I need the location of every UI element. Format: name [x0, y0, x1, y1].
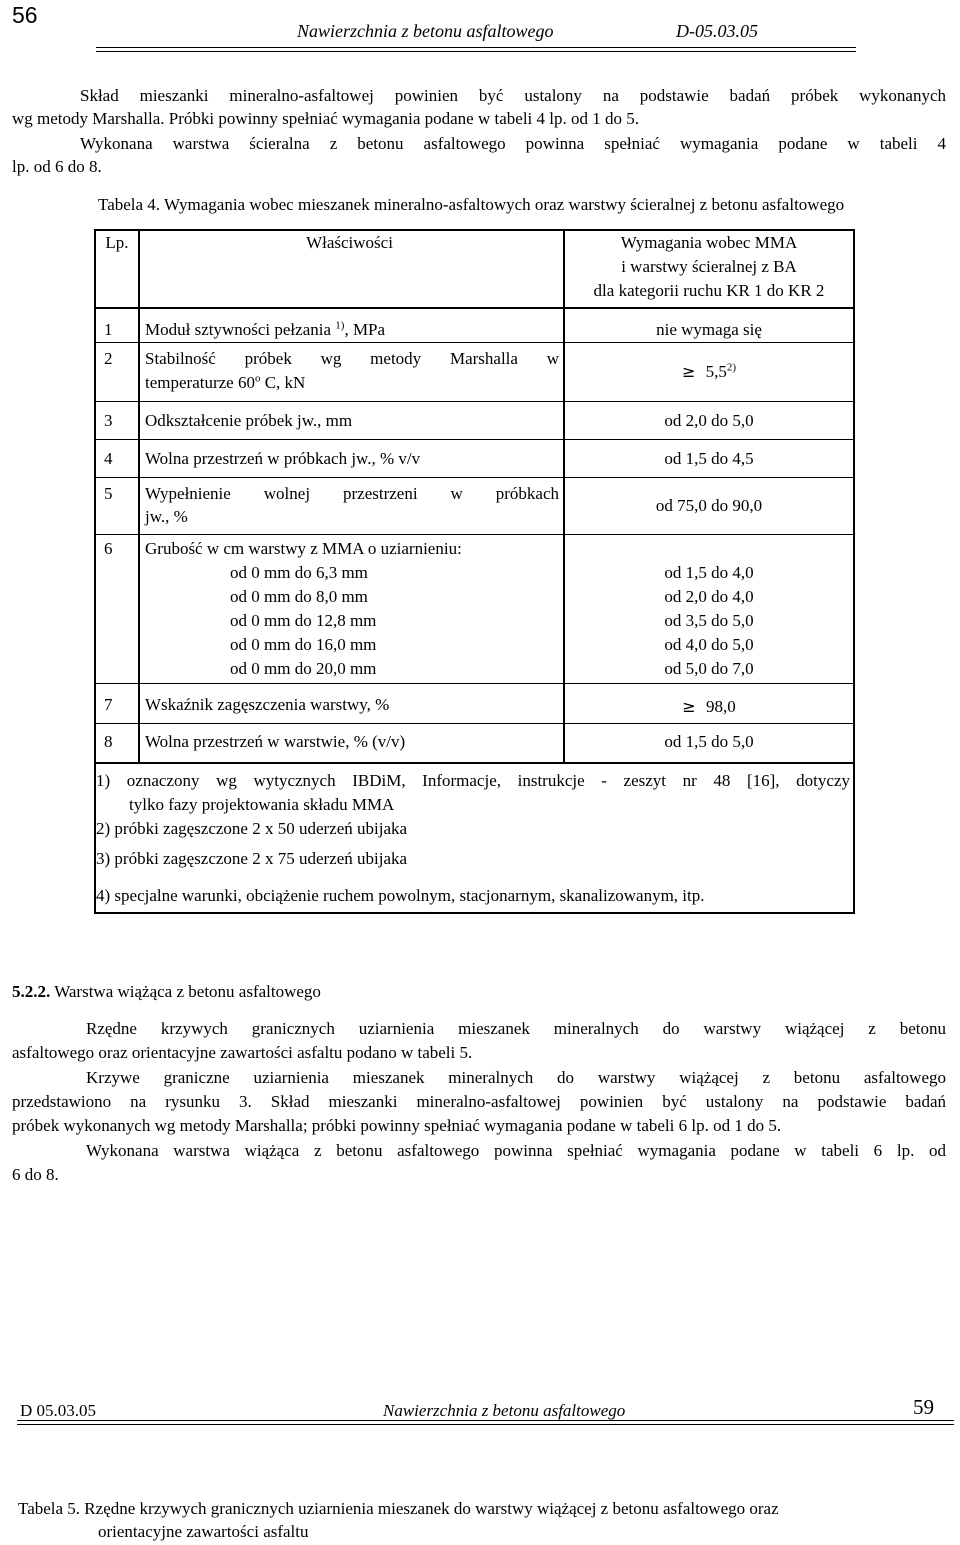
footnote-1-line2: tylko fazy projektowania składu MMA	[129, 795, 395, 814]
header-req-line1: Wymagania wobec MMA	[620, 233, 798, 252]
header-req-line2: i warstwy ścieralnej z BA	[621, 257, 797, 276]
footnote-1-line1: 1) oznaczony wg wytycznych IBDiM, Informacje, instrukcje - zeszyt nr 48 [16], dotyczy	[96, 771, 850, 790]
row-property: Wypełnienie wolnej przestrzeni w próbkach jw., %	[139, 478, 564, 535]
row-lp: 1	[95, 308, 139, 343]
row-value: od 1,5 do 5,0	[564, 724, 854, 764]
section-p1-line1: Rzędne krzywych granicznych uziarnienia mieszanek mineralnych do warstwy wiążącej z betonu	[86, 1019, 946, 1038]
footnotes-box	[94, 762, 855, 914]
sub-value: od 3,5 do 5,0	[664, 611, 754, 630]
row-property: Moduł sztywności pełzania $^{1)}$, MPa	[139, 308, 564, 343]
row-lp: 5	[95, 478, 139, 535]
row-value: ≥ 98,0	[564, 684, 854, 724]
row-value: ≥ 5,5$^{2)}$	[564, 343, 854, 402]
section-p3-line2: 6 do 8.	[12, 1165, 59, 1184]
section-p2-line2: przedstawiono na rysunku 3. Skład mieszanki mineralno-asfaltowej powinien być ustalony na podstawie badań	[12, 1092, 946, 1111]
row-property: Wolna przestrzeń w próbkach jw., % v/v	[139, 440, 564, 478]
header-requirements	[564, 230, 854, 308]
section-number: 5.2.2.	[12, 982, 51, 1001]
footer-rule	[17, 1420, 954, 1425]
table4-caption: Tabela 4. Wymagania wobec mieszanek mineralno-asfaltowych oraz warstwy ścieralnej z betonu asfaltowego	[98, 195, 845, 214]
sub-label: od 0 mm do 12,8 mm	[230, 611, 377, 630]
intro-p1-line1: Skład mieszanki mineralno-asfaltowej powinien być ustalony na podstawie badań próbek wykonanych	[80, 86, 946, 105]
table-row	[95, 440, 854, 478]
row-property: Grubość w cm warstwy z MMA o uziarnieniu: od 0 mm do 6,3 mm od 0 mm do 8,0 mm od 0 mm do 12,8 mm od 0 mm do 16,0 mm od 0 mm do 20,0 mm	[139, 535, 564, 684]
section-p1-line2: asfaltowego oraz orientacyjne zawartości asfaltu podano w tabeli 5.	[12, 1043, 473, 1062]
sub-label: od 0 mm do 6,3 mm	[230, 563, 368, 582]
section-heading	[12, 979, 321, 1004]
requirements-table	[94, 229, 855, 764]
sub-value: od 2,0 do 4,0	[664, 587, 754, 606]
sub-value: od 4,0 do 5,0	[664, 635, 754, 654]
footer-code: D 05.03.05	[20, 1401, 97, 1420]
intro-p2-line1: Wykonana warstwa ścieralna z betonu asfaltowego powinna spełniać wymagania podane w tabeli 4	[80, 134, 946, 153]
sub-label: od 0 mm do 16,0 mm	[230, 635, 377, 654]
table-row	[95, 308, 854, 343]
row-property: Wskaźnik zagęszczenia warstwy, %	[139, 684, 564, 724]
row-lp: 7	[95, 684, 139, 724]
table-row	[95, 684, 854, 724]
table-header-row	[95, 230, 854, 308]
footnote-4: 4) specjalne warunki, obciążenie ruchem powolnym, stacjonarnym, skanalizowanym, itp.	[96, 886, 705, 905]
header-lp: Lp.	[95, 230, 139, 308]
greater-equal-symbol: ≥	[682, 697, 696, 716]
header-rule	[96, 47, 856, 52]
header-req-line3: dla kategorii ruchu KR 1 do KR 2	[593, 281, 825, 300]
footnote-3: 3) próbki zagęszczone 2 x 75 uderzeń ubijaka	[96, 849, 408, 868]
row-lp: 2	[95, 343, 139, 402]
row-value: od 2,0 do 5,0	[564, 402, 854, 440]
sub-label: od 0 mm do 8,0 mm	[230, 587, 368, 606]
row-lp: 3	[95, 402, 139, 440]
footer-title: Nawierzchnia z betonu asfaltowego	[383, 1401, 626, 1420]
row-value: nie wymaga się	[564, 308, 854, 343]
header-code: D-05.03.05	[676, 21, 758, 41]
row-property: Odkształcenie próbek jw., mm	[139, 402, 564, 440]
intro-p1-line2: wg metody Marshalla. Próbki powinny spełniać wymagania podane w tabeli 4 lp. od 1 do 5.	[12, 109, 639, 128]
row-property: Wolna przestrzeń w warstwie, % (v/v)	[139, 724, 564, 764]
table-row	[95, 724, 854, 764]
row-property: Stabilność próbek wg metody Marshalla w temperaturze 60$^o$ C, kN	[139, 343, 564, 402]
header-title: Nawierzchnia z betonu asfaltowego	[297, 21, 554, 41]
row-lp: 4	[95, 440, 139, 478]
table-row	[95, 402, 854, 440]
sub-value: od 5,0 do 7,0	[664, 659, 754, 678]
row-value	[564, 535, 854, 684]
row-lp: 8	[104, 732, 113, 751]
sub-value: od 1,5 do 4,0	[664, 563, 754, 582]
row-value: od 1,5 do 4,5	[564, 440, 854, 478]
footnote-2: 2) próbki zagęszczone 2 x 50 uderzeń ubijaka	[96, 819, 408, 838]
section-title: Warstwa wiążąca z betonu asfaltowego	[50, 982, 321, 1001]
row-value: od 75,0 do 90,0	[564, 478, 854, 535]
footer-page-number: 59	[913, 1395, 934, 1419]
intro-p2-line2: lp. od 6 do 8.	[12, 157, 102, 176]
page-number: 56	[12, 2, 38, 28]
table-row	[95, 478, 854, 535]
section-p2-line1: Krzywe graniczne uziarnienia mieszanek mineralnych do warstwy wiążącej z betonu asfaltowego	[86, 1068, 946, 1087]
section-p3-line1: Wykonana warstwa wiążąca z betonu asfaltowego powinna spełniać wymagania podane w tabeli 6 lp. od	[86, 1141, 946, 1160]
table5-caption-line2: orientacyjne zawartości asfaltu	[98, 1522, 309, 1541]
header-property: Właściwości	[139, 230, 564, 308]
greater-equal-symbol: ≥	[681, 362, 696, 381]
table-row	[95, 535, 854, 684]
section-p2-line3: próbek wykonanych wg metody Marshalla; próbki powinny spełniać wymagania podane w tabeli 6 lp. od 1 do 5.	[12, 1116, 782, 1135]
table-row	[95, 343, 854, 402]
table5-caption-line1: Tabela 5. Rzędne krzywych granicznych uziarnienia mieszanek do warstwy wiążącej z betonu asfaltowego oraz	[18, 1499, 779, 1518]
sub-label: od 0 mm do 20,0 mm	[230, 659, 377, 678]
row-lp: 6	[95, 535, 139, 684]
